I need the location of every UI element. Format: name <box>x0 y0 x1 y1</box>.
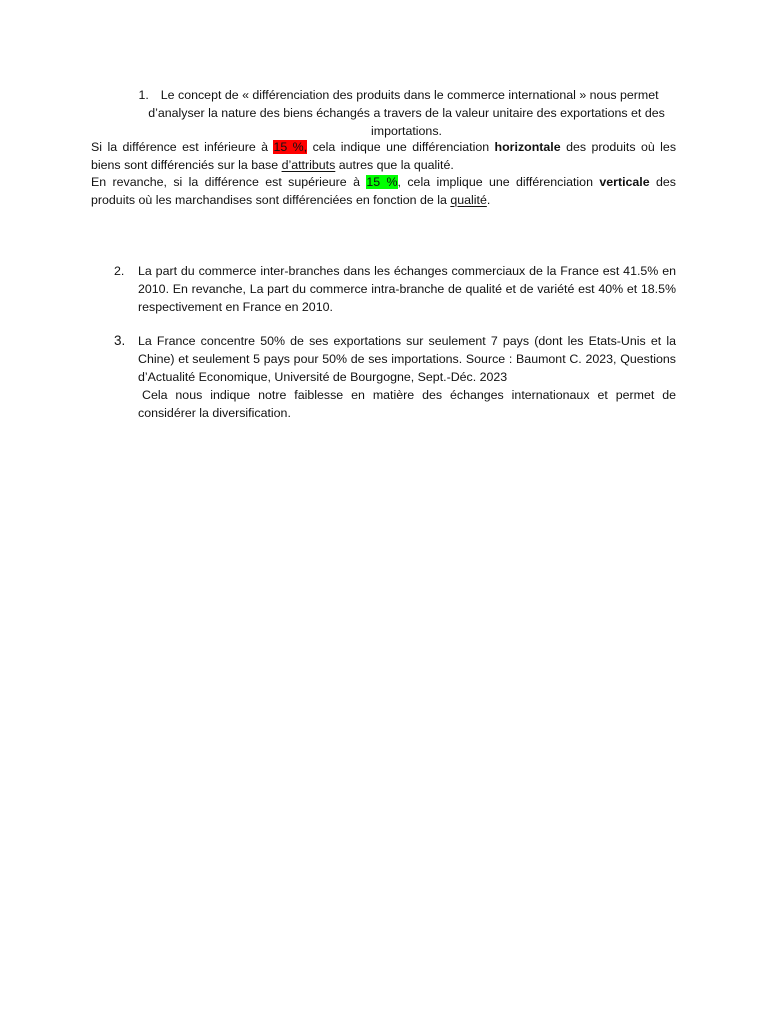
list-item-2-number: 2. <box>114 264 125 278</box>
paragraph-vertical-text-2: , cela implique une différenciation <box>397 175 600 189</box>
paragraph-vertical-text-1: En revanche, si la différence est supérieure à <box>91 175 367 189</box>
paragraph-vertical <box>91 173 676 209</box>
paragraph-horizontal-text-4: autres que la qualité. <box>335 158 454 172</box>
list-item-3-text-continued-content: Cela nous indique notre faiblesse en matière des échanges internationaux et permet de considérer la diversification. <box>138 388 676 420</box>
underlined-qualite: qualité <box>450 193 487 207</box>
list-item-1 <box>91 86 676 140</box>
list-item-3-text-continued <box>138 386 676 422</box>
highlight-green-15-percent: 15 % <box>366 175 398 189</box>
list-item-3 <box>114 332 676 422</box>
list-item-1-number: 1. <box>138 88 149 102</box>
list-item-1-text-line-3: importations. <box>371 124 442 138</box>
paragraph-vertical-text-3: des produits où les marchandises sont différenciées en fonction de la <box>91 175 676 207</box>
bold-verticale: verticale <box>599 175 650 189</box>
paragraph-horizontal-text-2: cela indique une différenciation <box>307 140 495 154</box>
list-item-3-number: 3. <box>114 333 126 348</box>
list-item-1-text-line-2: d’analyser la nature des biens échangés a travers de la valeur unitaire des exportations et des <box>148 106 665 120</box>
list-item-1-line-1 <box>121 86 676 104</box>
list-item-2-text: La part du commerce inter-branches dans les échanges commerciaux de la France est 41.5% en 2010. En revanche, La part du commerce intra-branche de qualité et de variété est 40% et 18.5% respectivement en France en 2010. <box>138 264 676 314</box>
paragraph-horizontal <box>91 138 676 174</box>
list-item-1-text-line-1: Le concept de « différenciation des produits dans le commerce international » nous permet <box>160 88 659 102</box>
highlight-red-15-percent: 15 %, <box>273 140 308 154</box>
list-item-2 <box>114 262 676 316</box>
paragraph-horizontal-text-1: Si la différence est inférieure à <box>91 140 274 154</box>
list-item-3-text: La France concentre 50% de ses exportations sur seulement 7 pays (dont les Etats-Unis et la Chine) et seulement 5 pays pour 50% de ses importations. Source : Baumont C. 2023, Questions d’Actualité Economique, Université de Bourgogne, Sept.-Déc. 2023 <box>138 334 676 384</box>
bold-horizontale: horizontale <box>494 140 561 154</box>
paragraph-vertical-text-4: . <box>486 193 491 207</box>
list-item-1-line-2 <box>91 104 676 122</box>
paragraph-horizontal-text-3: des produits où les biens sont différenciés sur la base <box>91 140 677 172</box>
underlined-attributs: d’attributs <box>281 158 336 172</box>
